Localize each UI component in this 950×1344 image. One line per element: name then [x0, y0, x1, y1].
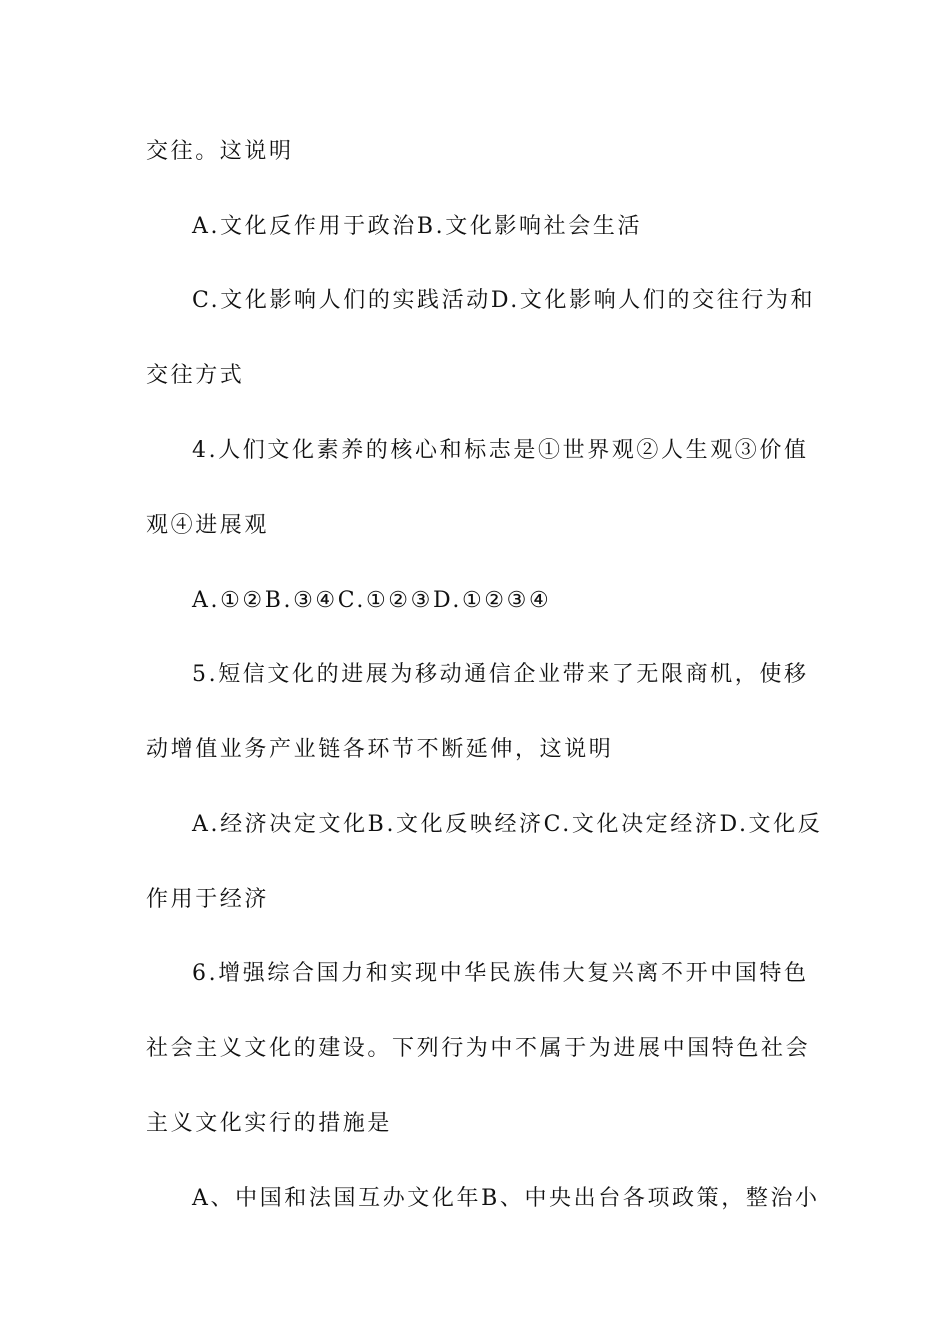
question-6: 6.增强综合国力和实现中华民族伟大复兴离不开中国特色: [192, 961, 809, 986]
option-line-q3-ab: A.文化反作用于政治B.文化影响社会生活: [192, 214, 643, 239]
question-4-cont: 观④进展观: [146, 513, 270, 538]
options-q6: A、中国和法国互办文化年B、中央出台各项政策，整治小: [192, 1186, 820, 1211]
option-line-q3-cd-cont: 交往方式: [146, 363, 245, 388]
question-5-cont: 动增值业务产业链各环节不断延伸，这说明: [146, 737, 614, 762]
options-q5-cont: 作用于经济: [146, 887, 270, 912]
question-6-cont-2: 主义文化实行的措施是: [146, 1111, 393, 1136]
question-6-cont-1: 社会主义文化的建设。下列行为中不属于为进展中国特色社会: [146, 1036, 811, 1061]
option-line-q3-cd: C.文化影响人们的实践活动D.文化影响人们的交往行为和: [192, 288, 816, 313]
text-line-continuation: 交往。这说明: [146, 139, 294, 164]
question-5: 5.短信文化的进展为移动通信企业带来了无限商机，使移: [192, 662, 809, 687]
question-4: 4.人们文化素养的核心和标志是①世界观②人生观③价值: [192, 438, 809, 463]
options-q5: A.经济决定文化B.文化反映经济C.文化决定经济D.文化反: [192, 812, 823, 837]
options-q4: A.①②B.③④C.①②③D.①②③④: [192, 588, 552, 613]
